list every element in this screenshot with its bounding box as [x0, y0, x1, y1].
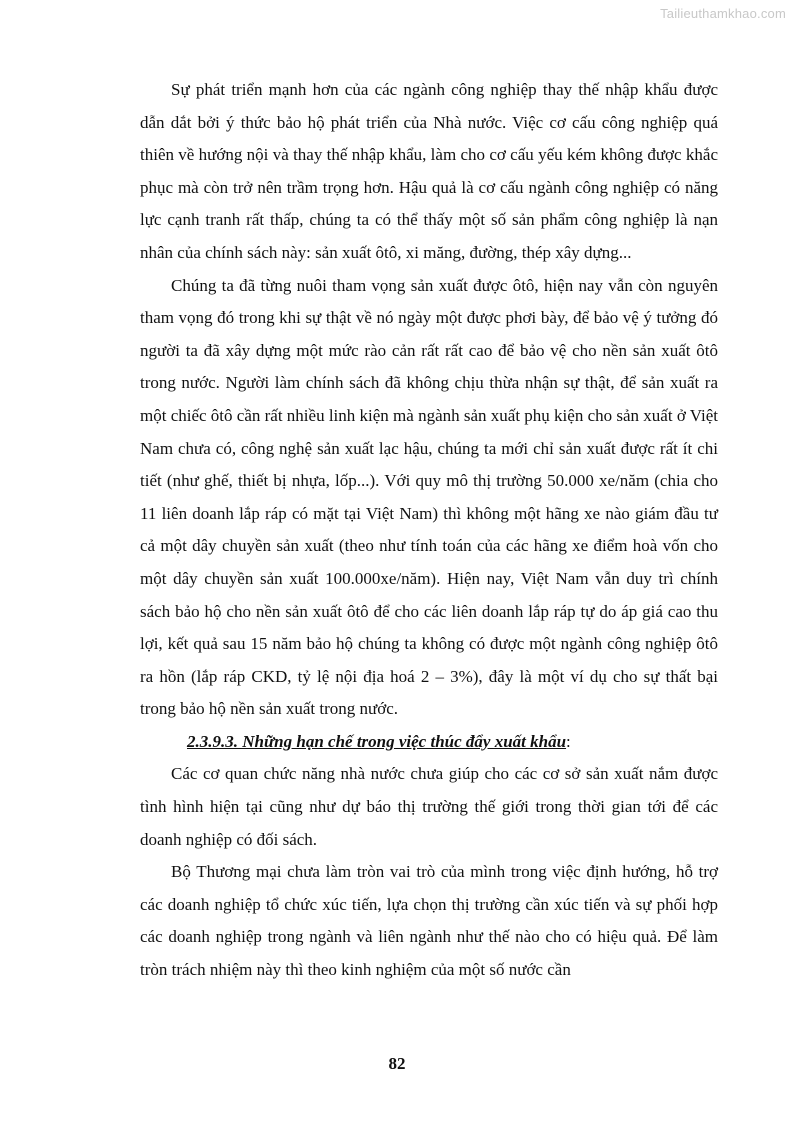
paragraph-4: Bộ Thương mại chưa làm tròn vai trò của mình trong việc định hướng, hỗ trợ các doanh nghiệp tổ chức xúc tiến, lựa chọn thị trường cần xúc tiến và sự phối hợp các doanh nghiệp trong ngành và liên ngành như thế nào cho có hiệu quả. Để làm tròn trách nhiệm này thì theo kinh nghiệm của một số nước cần	[140, 862, 718, 980]
section-heading	[140, 726, 718, 759]
page-body	[140, 74, 718, 987]
section-heading-text: 2.3.9.3. Những hạn chế trong việc thúc đẩy xuất khẩu	[187, 731, 567, 751]
page-number: 82	[388, 1054, 406, 1073]
section-heading-colon: :	[566, 731, 571, 751]
paragraph-1: Sự phát triển mạnh hơn của các ngành công nghiệp thay thế nhập khẩu được dẫn dắt bởi ý thức bảo hộ phát triển của Nhà nước. Việc cơ cấu công nghiệp quá thiên về hướng nội và thay thế nhập khẩu, làm cho cơ cấu yếu kém không được khắc phục mà còn trở nên trầm trọng hơn. Hậu quả là cơ cấu ngành công nghiệp có năng lực cạnh tranh rất thấp, chúng ta có thể thấy một số sản phẩm công nghiệp là nạn nhân của chính sách này: sản xuất ôtô, xi măng, đường, thép xây dựng...	[140, 80, 718, 262]
paragraph-3: Các cơ quan chức năng nhà nước chưa giúp cho các cơ sở sản xuất nắm được tình hình hiện tại cũng như dự báo thị trường thế giới trong thời gian tới để các doanh nghiệp có đối sách.	[140, 764, 718, 849]
paragraph-2: Chúng ta đã từng nuôi tham vọng sản xuất được ôtô, hiện nay vẫn còn nguyên tham vọng đó trong khi sự thật về nó ngày một được phơi bày, để bảo vệ ý tưởng đó người ta đã xây dựng một mức rào cản rất rất cao để bảo vệ cho nền sản xuất ôtô trong nước. Người làm chính sách đã không chịu thừa nhận sự thật, để sản xuất ra một chiếc ôtô cần rất nhiều linh kiện mà ngành sản xuất phụ kiện cho sản xuất ở Việt Nam chưa có, công nghệ sản xuất lạc hậu, chúng ta mới chỉ sản xuất được rất ít chi tiết (như ghế, thiết bị nhựa, lốp...). Với quy mô thị trường 50.000 xe/năm (chia cho 11 liên doanh lắp ráp có mặt tại Việt Nam) thì không một hãng xe nào giám đầu tư cả một dây chuyền sản xuất (theo như tính toán của các hãng xe điểm hoà vốn cho một dây chuyền sản xuất 100.000xe/năm). Hiện nay, Việt Nam vẫn duy trì chính sách bảo hộ cho nền sản xuất ôtô để cho các liên doanh lắp ráp tự do áp giá cao thu lợi, kết quả sau 15 năm bảo hộ chúng ta không có được một ngành công nghiệp ôtô ra hồn (lắp ráp CKD, tỷ lệ nội địa hoá 2 – 3%), đây là một ví dụ cho sự thất bại trong bảo hộ nền sản xuất trong nước.	[140, 275, 718, 719]
watermark: Tailieuthamkhao.com	[660, 6, 786, 21]
